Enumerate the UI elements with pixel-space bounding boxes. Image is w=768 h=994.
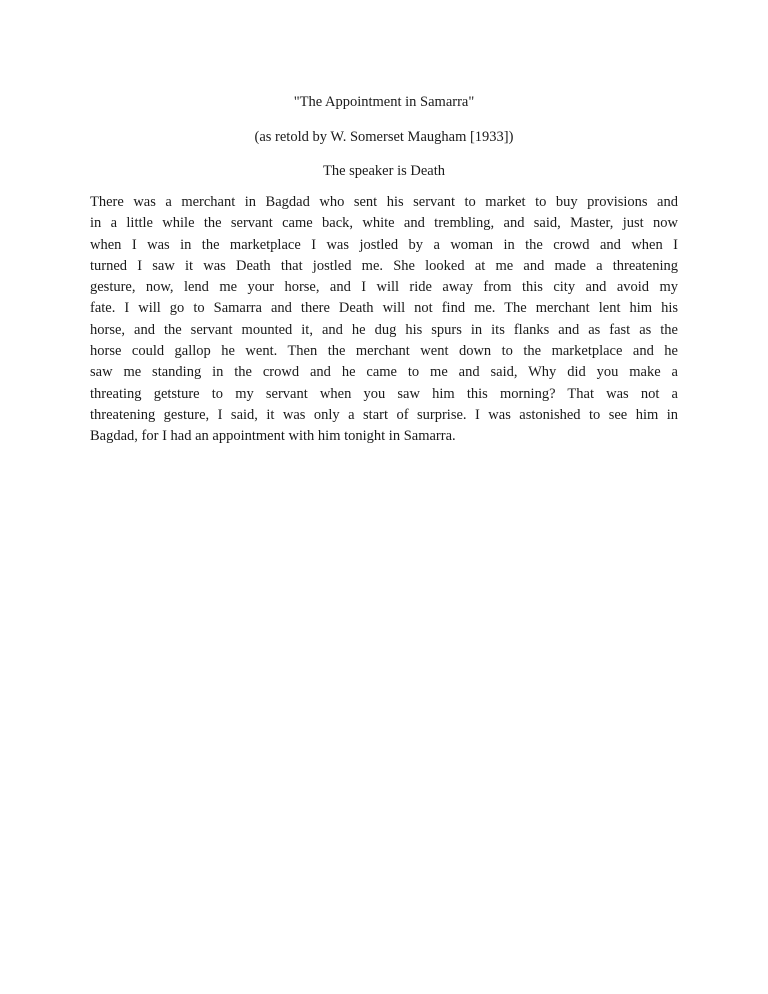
speaker-line: The speaker is Death	[323, 163, 445, 179]
paragraph-line: when I was in the marketplace I was jostled by a woman in the crowd and when I	[90, 236, 678, 253]
paragraph-line: fate. I will go to Samarra and there Death will not find me. The merchant lent him his	[90, 300, 678, 317]
document-subtitle: (as retold by W. Somerset Maugham [1933])	[254, 129, 514, 145]
paragraph-line: gesture, now, lend me your horse, and I will ride away from this city and avoid my	[90, 279, 678, 296]
paragraph-line: saw me standing in the crowd and he came to me and said, Why did you make a	[90, 364, 678, 381]
paragraph-line: threating getsture to my servant when you saw him this morning? That was not a	[90, 385, 678, 402]
paragraph-line: horse, and the servant mounted it, and he dug his spurs in its flanks and as fast as the	[90, 321, 678, 338]
paragraph-line: horse could gallop he went. Then the merchant went down to the marketplace and he	[90, 343, 678, 360]
paragraph-line: turned I saw it was Death that jostled me. She looked at me and made a threatening	[90, 257, 678, 274]
paragraph-line: Bagdad, for I had an appointment with him tonight in Samarra.	[90, 428, 456, 445]
paragraph-line: threatening gesture, I said, it was only a start of surprise. I was astonished to see him in	[90, 406, 678, 423]
paragraph-line: There was a merchant in Bagdad who sent his servant to market to buy provisions and	[90, 194, 678, 210]
document-title: "The Appointment in Samarra"	[293, 94, 475, 110]
paragraph-line: in a little while the servant came back, white and trembling, and said, Master, just now	[90, 215, 678, 232]
story-paragraph	[90, 192, 678, 448]
